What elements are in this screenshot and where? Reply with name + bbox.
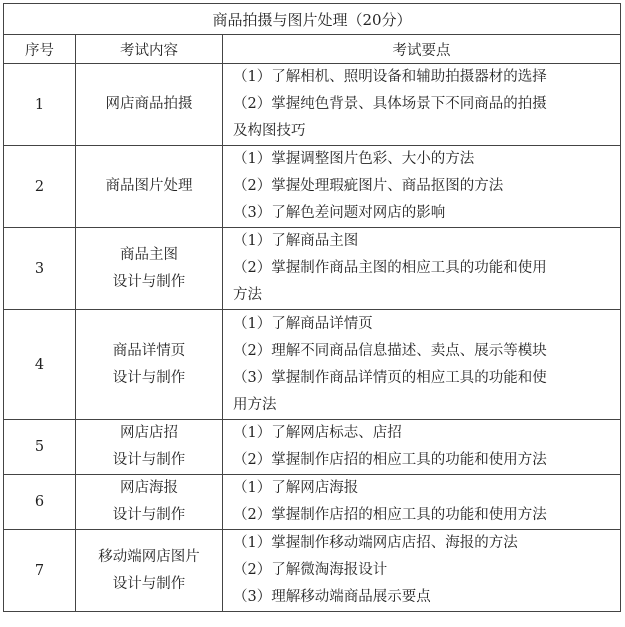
content-line: 移动端网店图片 [98,548,200,565]
point-line: （2）掌握制作店招的相应工具的功能和使用方法 [233,452,547,468]
table-header-row [4,35,621,64]
point-line: （2）掌握处理瑕疵图片、商品抠图的方法 [233,178,504,194]
content-line: 商品图片处理 [105,178,193,194]
point-line: 用方法 [233,396,277,413]
header-content: 考试内容 [76,35,223,64]
row-points [223,146,621,228]
row-number: 1 [4,64,76,146]
row-content [76,146,223,228]
row-number: 7 [4,530,76,612]
row-points [223,530,621,612]
point-line: （1）了解相机、照明设备和辅助拍摄器材的选择 [233,69,547,85]
table-row [4,64,621,146]
row-content [76,420,223,475]
row-points [223,64,621,146]
row-points [223,228,621,310]
content-line: 设计与制作 [112,273,186,290]
row-points [223,475,621,530]
content-line: 设计与制作 [112,452,186,468]
point-line: （3）理解移动端商品展示要点 [233,589,431,605]
row-content [76,475,223,530]
point-line: （2）掌握纯色背景、具体场景下不同商品的拍摄 [233,96,547,112]
content-line: 商品详情页 [112,342,186,359]
table-body [4,64,621,612]
point-line: （1）了解商品详情页 [233,315,373,332]
table-row [4,228,621,310]
row-content [76,228,223,310]
row-points [223,310,621,420]
row-content [76,64,223,146]
point-line: 方法 [233,287,262,303]
content-line: 网店商品拍摄 [105,96,193,112]
header-no: 序号 [4,35,76,64]
point-line: （2）掌握制作商品主图的相应工具的功能和使用 [233,260,547,276]
row-number: 4 [4,310,76,420]
point-line: （1）了解网店海报 [233,480,359,496]
point-line: （1）掌握调整图片色彩、大小的方法 [233,151,475,167]
table-title: 商品拍摄与图片处理（20分） [4,4,621,35]
point-line: （1）了解商品主图 [233,233,359,249]
table-row [4,530,621,612]
row-number: 6 [4,475,76,530]
row-number: 2 [4,146,76,228]
table-row [4,420,621,475]
content-line: 网店海报 [120,480,178,496]
row-points [223,420,621,475]
content-line: 设计与制作 [112,575,186,592]
point-line: （2）理解不同商品信息描述、卖点、展示等模块 [233,342,547,359]
table-row [4,146,621,228]
point-line: （1）掌握制作移动端网店店招、海报的方法 [233,535,518,551]
row-content [76,310,223,420]
row-number: 3 [4,228,76,310]
point-line: （1）了解网店标志、店招 [233,425,402,441]
content-line: 商品主图 [120,246,178,263]
table-row [4,475,621,530]
row-content [76,530,223,612]
point-line: （2）了解微淘海报设计 [233,562,388,578]
table-title-row [4,4,621,35]
header-points: 考试要点 [223,35,621,64]
exam-syllabus-table [3,3,621,612]
exam-table-wrapper [3,3,621,612]
point-line: （3）了解色差问题对网店的影响 [233,205,446,221]
point-line: （2）掌握制作店招的相应工具的功能和使用方法 [233,507,547,523]
point-line: （3）掌握制作商品详情页的相应工具的功能和使 [233,369,547,386]
table-row [4,310,621,420]
content-line: 设计与制作 [112,507,186,523]
row-number: 5 [4,420,76,475]
point-line: 及构图技巧 [233,123,306,139]
content-line: 网店店招 [120,425,178,441]
content-line: 设计与制作 [112,369,186,386]
